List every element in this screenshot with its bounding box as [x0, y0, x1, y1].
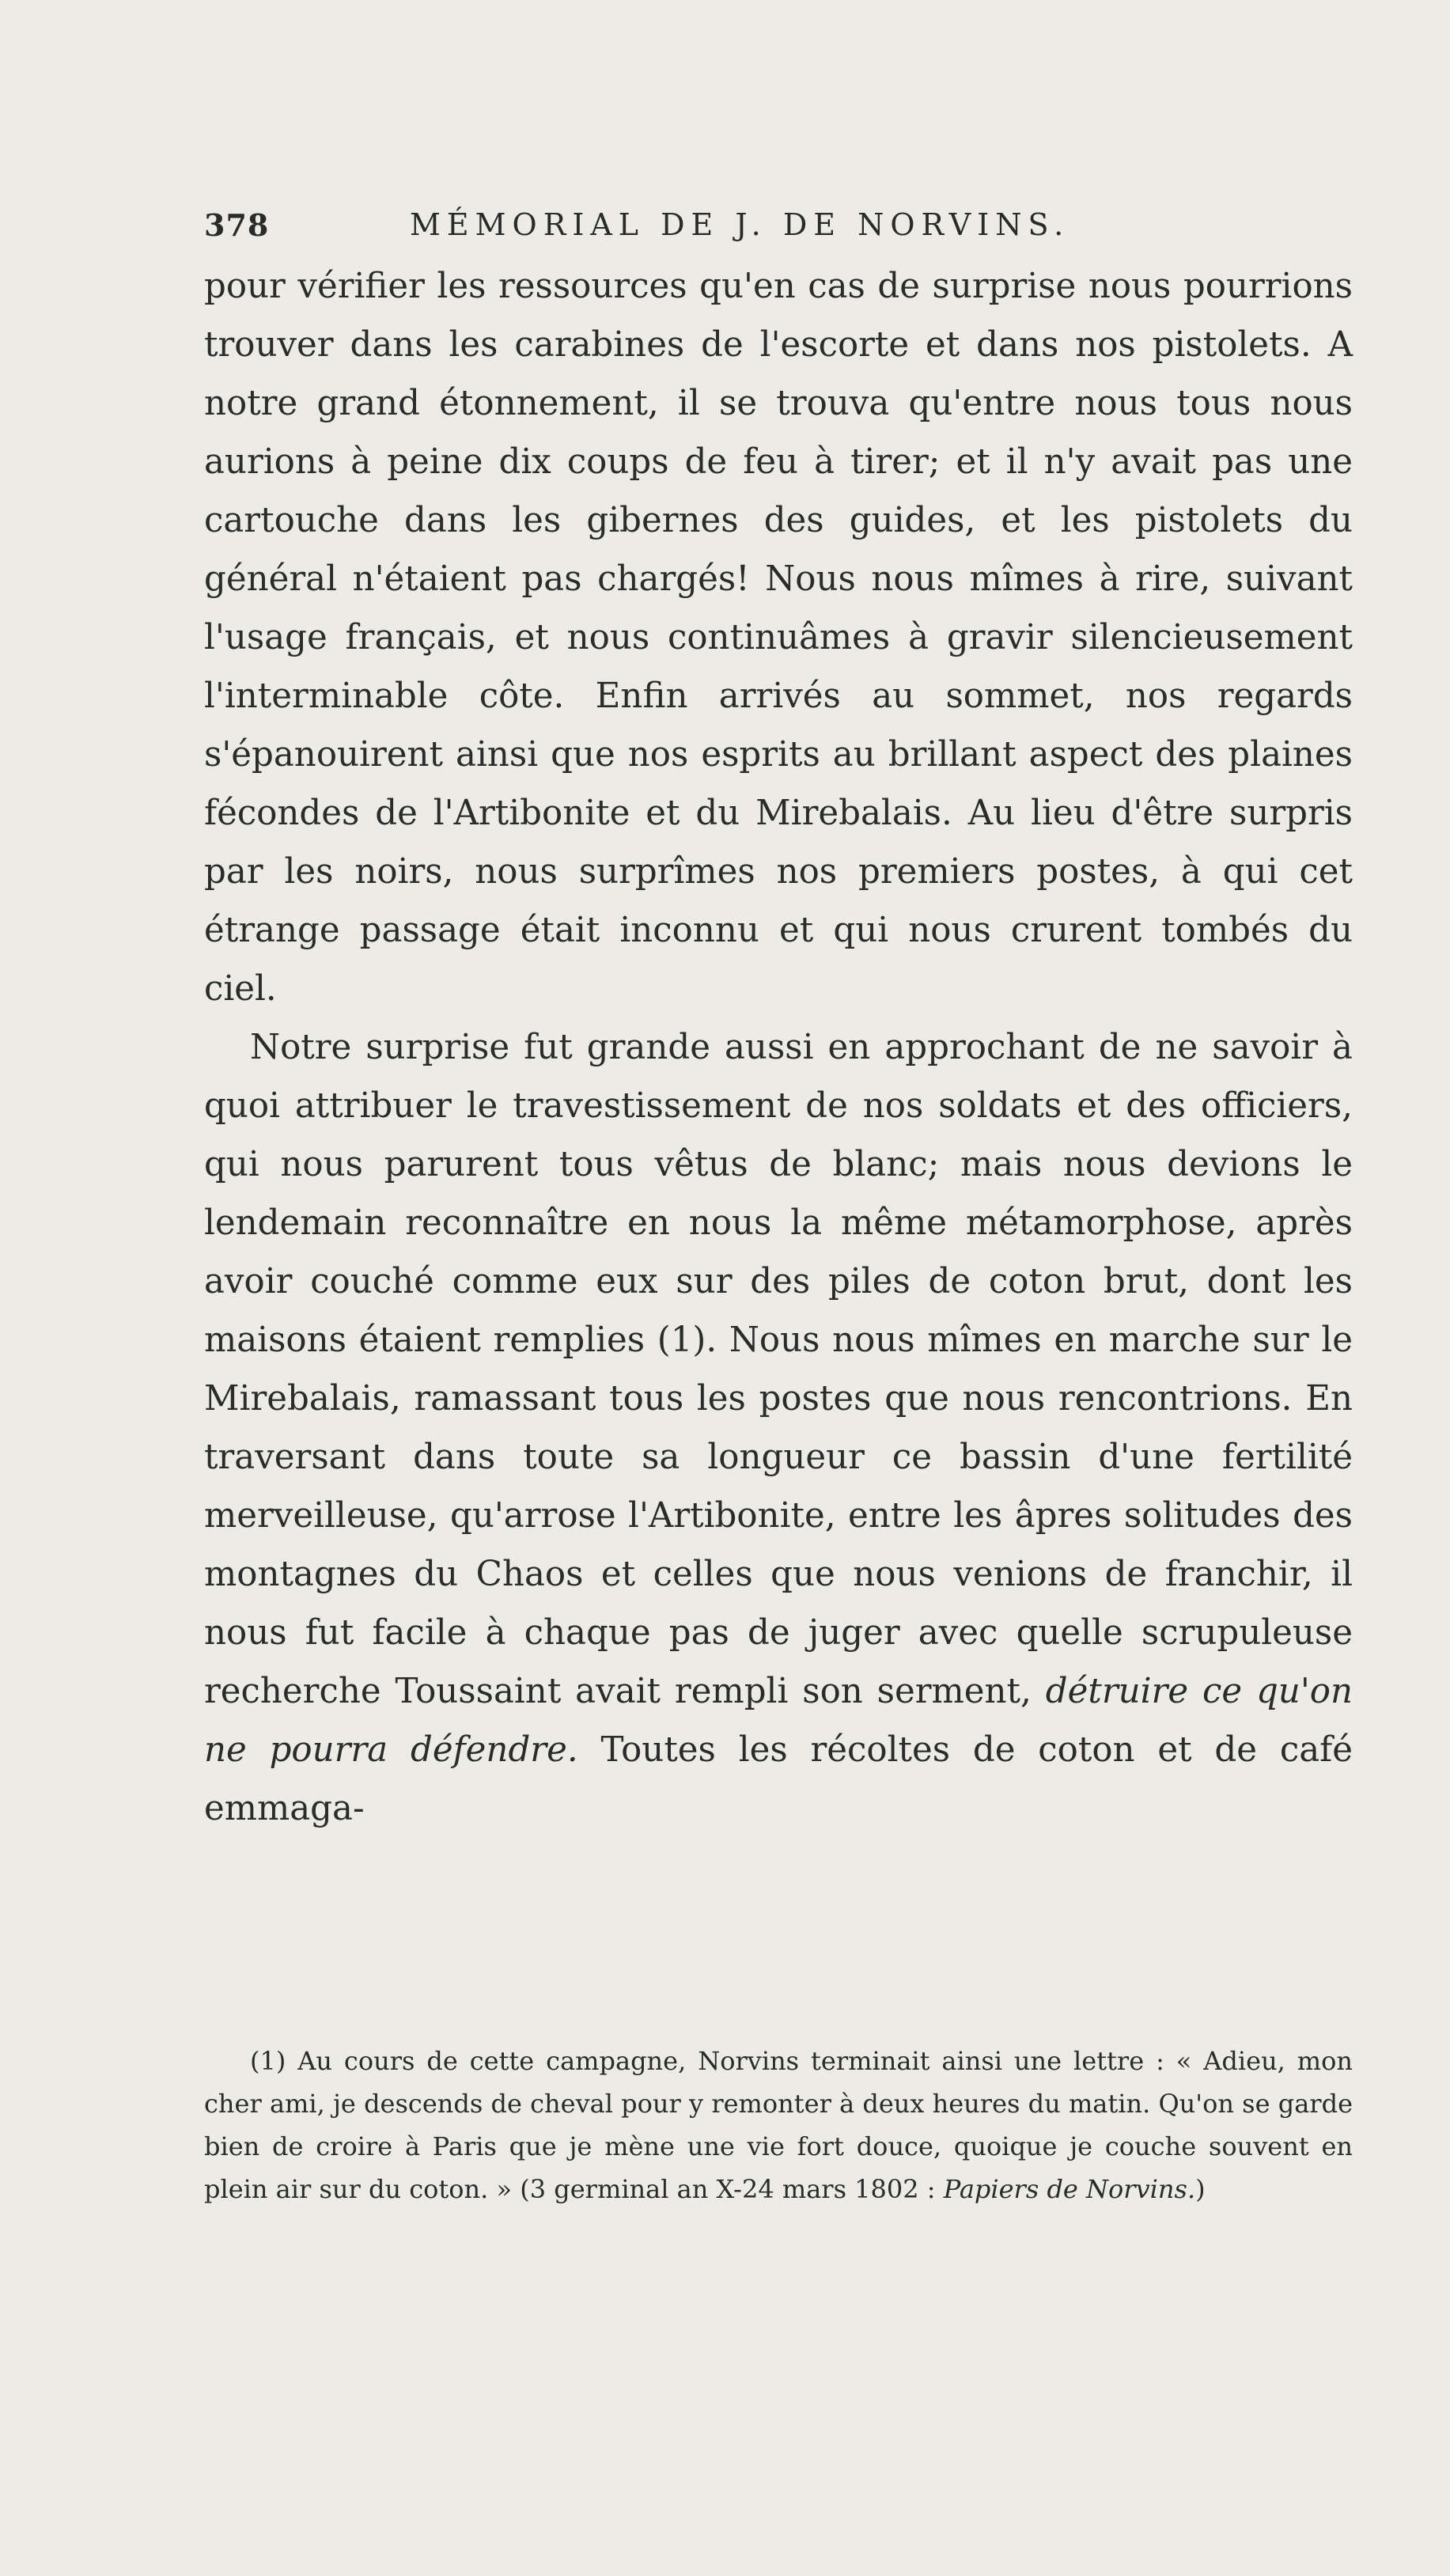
paragraph-1-text: pour vérifier les ressources qu'en cas de surprise nous pourrions trouver dans les carabines de l'escorte et dans nos pistolets. A notre grand étonnement, il se trouva qu'entre nous tous nous aurions à peine dix coups de feu à tirer; et il n'y avait pas une cartouche dans les gibernes des guides, et les pistolets du général n'étaient pas chargés! Nous nous mîmes à rire, suivant l'usage français, et nous continuâmes à gravir silencieusement l'interminable côte. Enfin arrivés au sommet, nos regards s'épanouirent ainsi que nos esprits au brillant aspect des plaines fécondes de l'Artibonite et du Mirebalais. Au lieu d'être surpris par les noirs, nous surprîmes nos premiers postes, à qui cet étrange passage était inconnu et qui nous crurent tombés du ciel. [204, 267, 1353, 1009]
page-number: 378 [204, 207, 270, 243]
page-header [204, 207, 1359, 255]
running-title: MÉMORIAL DE J. DE NORVINS. [410, 207, 1070, 242]
paragraph-2-text-b: Toutes les récoltes de coton et de café emmaga- [204, 1730, 1353, 1828]
body-text [204, 257, 1353, 1838]
footnote-text-a: (1) Au cours de cette campagne, Norvins terminait ainsi une lettre : « Adieu, mon cher ami, je descends de cheval pour y remonter à deux heures du matin. Qu'on se garde bien de croire à Paris que je mène une vie fort douce, quoique je couche souvent en plein air sur du coton. » (3 germinal an X-24 mars 1802 : [204, 2046, 1353, 2204]
paragraph-2 [204, 1018, 1353, 1838]
footnote-text-b: ) [1195, 2174, 1206, 2204]
paragraph-2-text-a: Notre surprise fut grande aussi en approchant de ne savoir à quoi attribuer le travestissement de nos soldats et des officiers, qui nous parurent tous vêtus de blanc; mais nous devions le lendemain reconnaître en nous la même métamorphose, après avoir couché comme eux sur des piles de coton brut, dont les maisons étaient remplies (1). Nous nous mîmes en marche sur le Mirebalais, ramassant tous les postes que nous rencontrions. En traversant dans toute sa longueur ce bassin d'une fertilité merveilleuse, qu'arrose l'Artibonite, entre les âpres solitudes des montagnes du Chaos et celles que nous venions de franchir, il nous fut facile à chaque pas de juger avec quelle scrupuleuse recherche Toussaint avait rempli son serment, [204, 1028, 1353, 1711]
footnote-1 [204, 2040, 1353, 2210]
footnote-italic-source: Papiers de Norvins. [943, 2174, 1196, 2204]
paragraph-2-italic-quote: détruire ce qu'on ne pourra défendre. [204, 1672, 1353, 1770]
footnote [204, 2040, 1353, 2210]
paragraph-continued [204, 257, 1353, 1018]
